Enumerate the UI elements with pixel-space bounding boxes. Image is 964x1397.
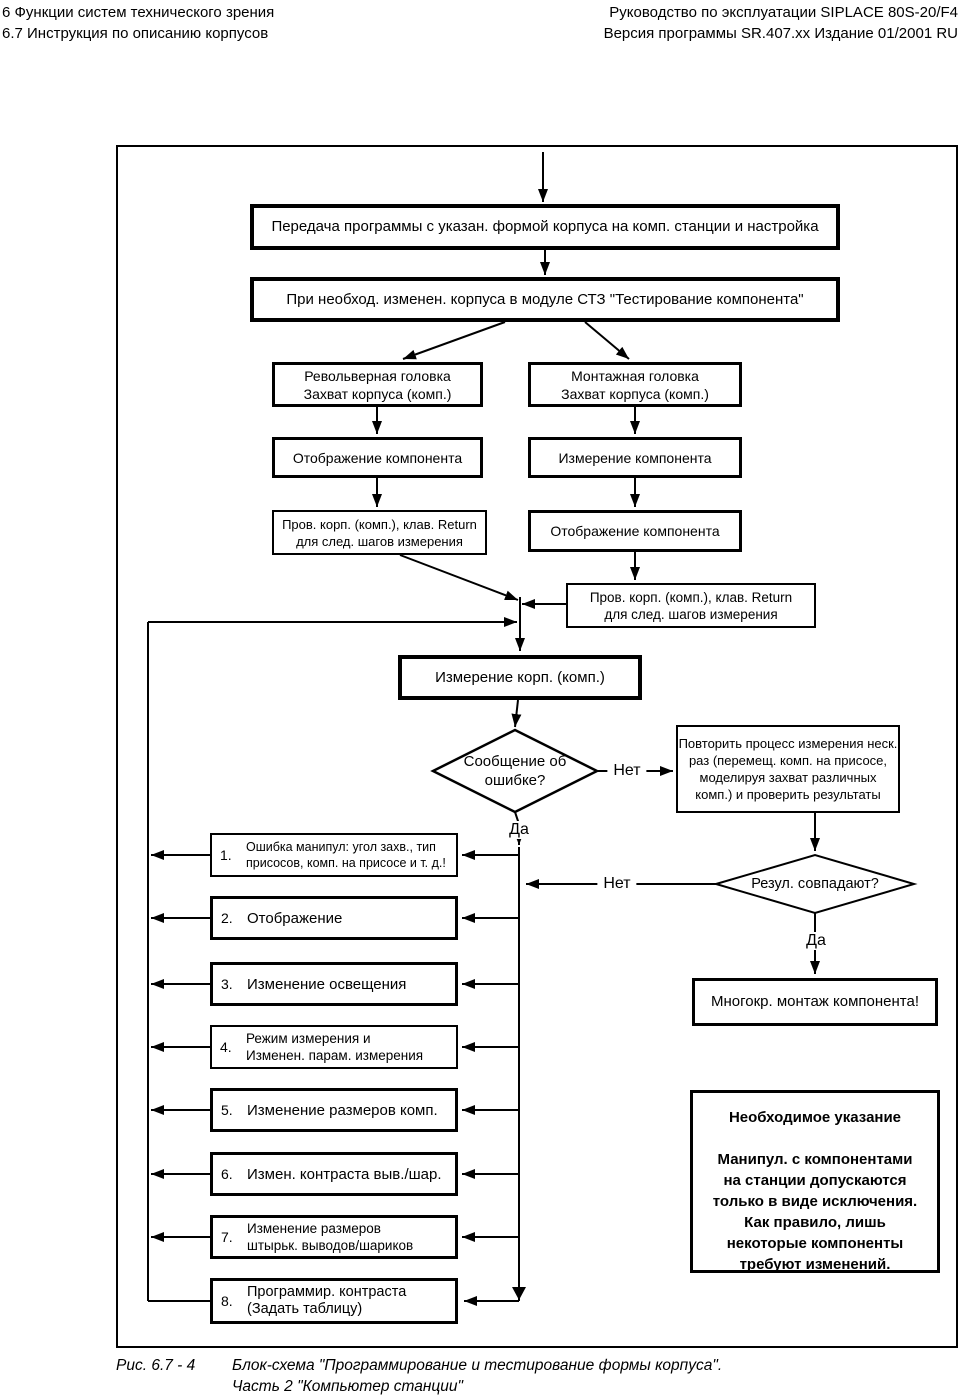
note-line6: требуют изменений. [739, 1256, 891, 1273]
step-7-line1: Изменение размеров [247, 1221, 381, 1236]
step-1-manipulation-error [210, 833, 458, 877]
box-repeat-line4: комп.) и проверить результаты [695, 787, 881, 802]
box-turret-head [272, 362, 483, 407]
label-yes-results: Да [800, 932, 832, 950]
box-turret-head-line1: Револьверная головка [304, 367, 451, 384]
decision-results-diamond [716, 855, 914, 913]
label-no-results: Нет [597, 875, 636, 893]
step-8-number: 8. [221, 1293, 233, 1309]
note-line3: только в виде исключения. [712, 1193, 918, 1210]
step-7-line2: штырьк. выводов/шариков [247, 1238, 414, 1253]
box-transfer-program-label: Передача программы с указан. формой корпуса на комп. станции и настройка [271, 218, 819, 235]
box-measure-package-label: Измерение корп. (комп.) [435, 668, 605, 686]
box-mount-check-line1: Пров. корп. (комп.), клав. Return [589, 589, 793, 605]
step-3-lighting-change [210, 962, 458, 1006]
step-4-line2: Изменен. парам. измерения [246, 1048, 424, 1063]
step-6-number: 6. [221, 1166, 233, 1182]
label-yes-error: Да [503, 821, 535, 839]
box-mount-measure-label: Измерение компонента [558, 449, 712, 466]
step-7-number: 7. [221, 1229, 233, 1245]
step-6-line1: Измен. контраста выв./шар. [247, 1165, 442, 1183]
step-5-line1: Изменение размеров комп. [247, 1101, 438, 1119]
label-no-error: Нет [607, 762, 646, 780]
header-chapter: 6 Функции систем технического зрения [2, 4, 275, 21]
step-2-number: 2. [221, 910, 233, 926]
box-mount-display [528, 510, 742, 552]
figure-number: Рис. 6.7 - 4 [116, 1357, 196, 1374]
step-6-contrast-change [210, 1152, 458, 1196]
box-repeat-line1: Повторить процесс измерения неск. [678, 736, 898, 751]
note-title: Необходимое указание [728, 1109, 902, 1126]
box-repeat-measurement [676, 725, 900, 813]
figure-caption-line1: Блок-схема "Программирование и тестирование формы корпуса". [232, 1357, 723, 1374]
figure-caption [232, 1355, 722, 1397]
step-8-program-contrast [210, 1278, 458, 1324]
box-repeat-line3: моделируя захват различных [699, 770, 877, 785]
box-mount-measure [528, 437, 742, 478]
step-5-number: 5. [221, 1102, 233, 1118]
box-mount-check-line2: для след. шагов измерения [604, 606, 778, 622]
note-box [690, 1090, 940, 1273]
step-3-line1: Изменение освещения [247, 975, 407, 993]
box-turret-head-line2: Захват корпуса (комп.) [303, 385, 452, 402]
box-mount-head-line1: Монтажная головка [571, 367, 699, 384]
step-2-line1: Отображение [247, 909, 343, 927]
decision-error-line1: Сообщение об [463, 753, 567, 770]
figure-caption-line2: Часть 2 "Компьютер станции" [232, 1378, 464, 1395]
box-mount-head [528, 362, 742, 407]
box-turret-check [272, 510, 487, 555]
step-1-line2: присосов, комп. на присосе и т. д.! [246, 856, 446, 870]
step-8-line1: Программир. контраста [247, 1284, 407, 1300]
box-turret-display [272, 437, 483, 478]
box-mount-head-line2: Захват корпуса (комп.) [561, 385, 709, 402]
box-turret-check-line1: Пров. корп. (комп.), клав. Return [282, 516, 477, 532]
box-repeat-line2: раз (перемещ. комп. на присосе, [688, 753, 888, 768]
box-mount-check [566, 583, 816, 628]
header-version: Версия программы SR.407.xx Издание 01/2001 RU [603, 25, 958, 42]
step-5-size-change [210, 1088, 458, 1132]
step-3-number: 3. [221, 976, 233, 992]
header-manual-title: Руководство по эксплуатации SIPLACE 80S-20/F4 [609, 4, 958, 21]
box-turret-check-line2: для след. шагов измерения [296, 533, 463, 549]
step-4-measure-mode [210, 1025, 458, 1069]
note-line5: некоторые компоненты [726, 1235, 904, 1252]
decision-results-label: Резул. совпадают? [751, 875, 879, 892]
box-modify-package-label: При необход. изменен. корпуса в модуле СТЗ "Тестирование компонента" [286, 290, 804, 308]
box-turret-display-label: Отображение компонента [292, 449, 463, 466]
note-line1: Манипул. с компонентами [717, 1151, 913, 1168]
decision-error-line2: ошибке? [484, 772, 546, 789]
box-measure-package [398, 655, 642, 700]
box-transfer-program [250, 204, 840, 250]
box-multi-mount [692, 978, 938, 1026]
step-2-display [210, 896, 458, 940]
step-4-line1: Режим измерения и [246, 1031, 371, 1046]
step-8-line2: (Задать таблицу) [247, 1301, 363, 1317]
decision-error-diamond [433, 730, 597, 812]
box-modify-package [250, 277, 840, 322]
header-section: 6.7 Инструкция по описанию корпусов [2, 25, 269, 42]
step-4-number: 4. [220, 1039, 232, 1055]
note-line4: Как правило, лишь [744, 1214, 886, 1231]
step-1-line1: Ошибка манипул: угол захв., тип [246, 840, 436, 854]
note-line2: на станции допускаются [723, 1172, 907, 1189]
step-1-number: 1. [220, 847, 232, 863]
box-multi-mount-label: Многокр. монтаж компонента! [710, 993, 919, 1010]
step-7-lead-size-change [210, 1215, 458, 1259]
box-mount-display-label: Отображение компонента [550, 523, 720, 539]
